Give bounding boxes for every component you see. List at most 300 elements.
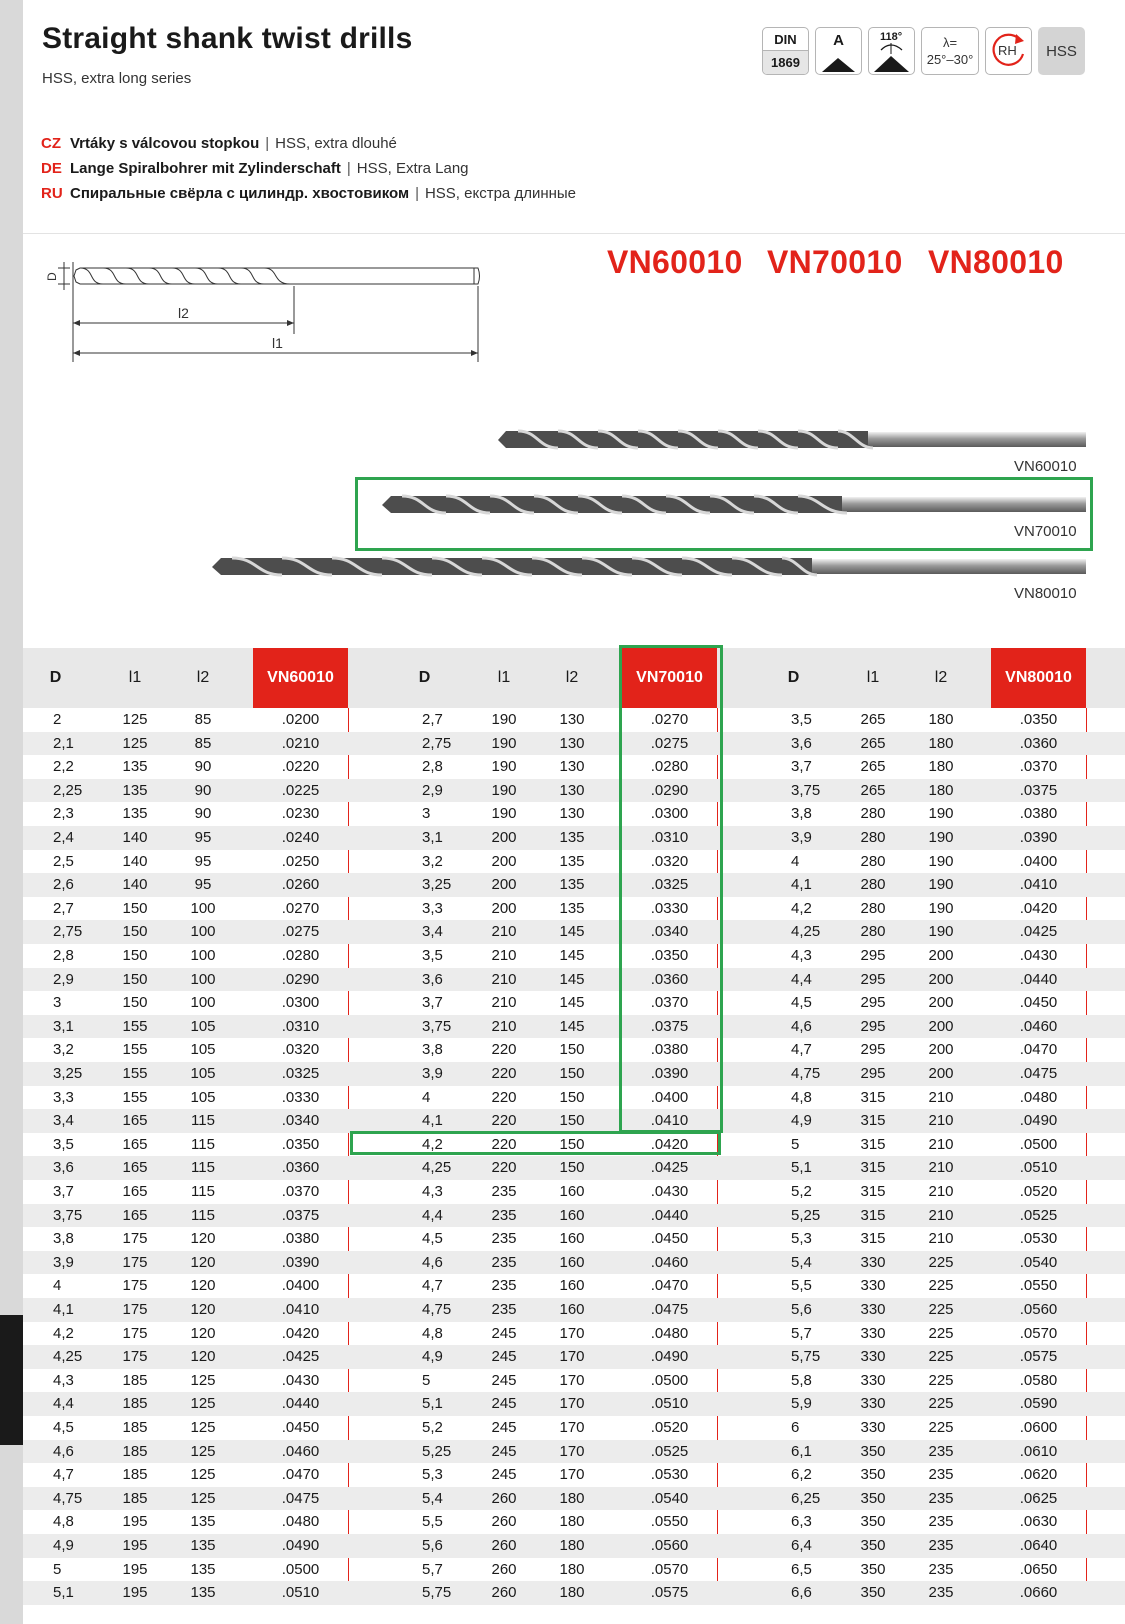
cell-diameter: 6,5 xyxy=(791,1560,812,1578)
cell-l1: 350 xyxy=(860,1584,886,1602)
cell-diameter: 4,1 xyxy=(791,876,812,894)
cell-l1: 210 xyxy=(491,994,517,1012)
cell-diameter: 4,9 xyxy=(53,1537,74,1554)
cell-diameter: 5,4 xyxy=(791,1253,812,1271)
column-header-code: VN60010 xyxy=(253,648,348,708)
translation-ru xyxy=(41,181,576,206)
table-row xyxy=(23,779,1125,803)
cell-diameter: 3,4 xyxy=(422,923,443,941)
cell-l1: 200 xyxy=(491,876,517,894)
cell-diameter: 5,4 xyxy=(422,1489,443,1507)
cell-diameter: 2,5 xyxy=(53,852,74,870)
page-subtitle: HSS, extra long series xyxy=(42,70,192,87)
cell-article-number: .0290 xyxy=(281,970,320,988)
cell-l1: 220 xyxy=(491,1065,517,1082)
type-label: A xyxy=(833,32,844,49)
cell-l1: 245 xyxy=(491,1466,517,1484)
cell-l2: 180 xyxy=(559,1513,585,1531)
lang-separator: | xyxy=(415,185,419,202)
cell-diameter: 4,5 xyxy=(791,994,812,1012)
cell-l1: 350 xyxy=(860,1513,886,1531)
cell-l1: 295 xyxy=(860,994,886,1012)
cell-diameter: 4,6 xyxy=(791,1017,812,1035)
cell-article-number: .0375 xyxy=(1019,781,1058,799)
cell-l2: 130 xyxy=(559,758,585,776)
cell-article-number: .0350 xyxy=(1019,711,1058,728)
cell-l1: 330 xyxy=(860,1419,886,1436)
cell-l2: 160 xyxy=(559,1301,585,1318)
cell-article-number: .0425 xyxy=(1019,923,1058,941)
cell-diameter: 4,75 xyxy=(53,1489,83,1507)
table-row xyxy=(23,920,1125,944)
din-label: DIN xyxy=(774,32,797,47)
cell-article-number: .0370 xyxy=(1019,758,1058,776)
cell-diameter: 5,3 xyxy=(791,1230,812,1248)
table-row xyxy=(23,873,1125,897)
cell-l1: 210 xyxy=(491,923,517,941)
page-section-tab xyxy=(0,1315,23,1445)
cell-diameter: 5,6 xyxy=(791,1301,812,1318)
column-header-code: VN80010 xyxy=(991,648,1086,708)
cell-l1: 195 xyxy=(122,1560,148,1578)
cell-article-number: .0370 xyxy=(281,1183,320,1200)
cell-article-number: .0300 xyxy=(650,805,689,823)
cell-diameter: 4,2 xyxy=(53,1324,74,1342)
cell-l2: 210 xyxy=(928,1230,954,1248)
cell-diameter: 3,9 xyxy=(53,1253,74,1271)
table-row xyxy=(23,897,1125,921)
cell-l2: 125 xyxy=(190,1371,216,1389)
cell-l2: 180 xyxy=(928,734,954,752)
cell-diameter: 5,2 xyxy=(422,1419,443,1436)
cell-l2: 170 xyxy=(559,1371,585,1389)
cell-l1: 150 xyxy=(122,970,148,988)
cell-article-number: .0320 xyxy=(281,1041,320,1059)
cell-l2: 100 xyxy=(190,994,216,1012)
cell-article-number: .0580 xyxy=(1019,1371,1058,1389)
cell-diameter: 2,9 xyxy=(422,781,443,799)
cell-l1: 220 xyxy=(491,1135,517,1153)
cell-diameter: 3,7 xyxy=(53,1183,74,1200)
cell-l1: 200 xyxy=(491,829,517,846)
cell-l2: 150 xyxy=(559,1041,585,1059)
cell-diameter: 6,4 xyxy=(791,1537,812,1554)
cell-l2: 180 xyxy=(559,1537,585,1554)
cell-l1: 295 xyxy=(860,947,886,964)
cell-diameter: 4,8 xyxy=(791,1088,812,1106)
cell-l1: 190 xyxy=(491,805,517,823)
cell-l1: 350 xyxy=(860,1537,886,1554)
cell-diameter: 5,7 xyxy=(422,1560,443,1578)
cell-diameter: 5,75 xyxy=(791,1348,821,1366)
highlight-column-vn70010 xyxy=(619,645,723,1133)
table-row xyxy=(23,755,1125,779)
cell-l1: 150 xyxy=(122,994,148,1012)
cell-article-number: .0420 xyxy=(1019,899,1058,917)
cell-l2: 225 xyxy=(928,1277,954,1295)
cell-article-number: .0290 xyxy=(650,781,689,799)
cell-diameter: 4,3 xyxy=(422,1183,443,1200)
cell-l2: 225 xyxy=(928,1419,954,1436)
cell-article-number: .0425 xyxy=(281,1348,320,1366)
cell-diameter: 2,4 xyxy=(53,829,74,846)
cell-article-number: .0400 xyxy=(281,1277,320,1295)
cell-diameter: 5,1 xyxy=(791,1159,812,1177)
table-row xyxy=(23,1534,1125,1558)
cell-l2: 115 xyxy=(191,1112,215,1130)
column-header-l1: l1 xyxy=(497,669,511,686)
cell-l2: 100 xyxy=(190,899,216,917)
cell-l2: 225 xyxy=(928,1301,954,1318)
cell-l1: 265 xyxy=(860,711,886,728)
cell-diameter: 4,6 xyxy=(422,1253,443,1271)
cell-l2: 160 xyxy=(559,1277,585,1295)
lang-name: Lange Spiralbohrer mit Zylinderschaft xyxy=(70,160,341,177)
table-row xyxy=(23,1274,1125,1298)
table-row xyxy=(23,1440,1125,1464)
cell-article-number: .0525 xyxy=(1019,1206,1058,1224)
table-row xyxy=(23,1109,1125,1133)
cell-l1: 295 xyxy=(860,1017,886,1035)
cell-l2: 125 xyxy=(190,1395,216,1413)
cell-l1: 295 xyxy=(860,1065,886,1082)
cell-diameter: 2,7 xyxy=(422,711,443,728)
cell-article-number: .0300 xyxy=(281,994,320,1012)
cell-diameter: 3,6 xyxy=(422,970,443,988)
cell-diameter: 3,6 xyxy=(791,734,812,752)
cell-l2: 120 xyxy=(190,1277,216,1295)
cell-diameter: 5 xyxy=(791,1135,800,1153)
cell-article-number: .0610 xyxy=(1019,1442,1058,1460)
cell-l1: 165 xyxy=(122,1206,148,1224)
cell-l2: 160 xyxy=(559,1183,585,1200)
cell-l2: 135 xyxy=(559,852,585,870)
cell-article-number: .0360 xyxy=(650,970,689,988)
helix-angle-badge xyxy=(921,27,979,75)
cell-l2: 150 xyxy=(559,1088,585,1106)
cell-l2: 135 xyxy=(559,829,585,846)
cell-diameter: 5,5 xyxy=(791,1277,812,1295)
cell-l1: 175 xyxy=(122,1324,148,1342)
cell-article-number: .0460 xyxy=(650,1253,689,1271)
cell-l1: 220 xyxy=(491,1159,517,1177)
cell-diameter: 3,25 xyxy=(422,876,452,894)
cell-article-number: .0380 xyxy=(281,1230,320,1248)
cell-l2: 225 xyxy=(928,1395,954,1413)
cell-article-number: .0450 xyxy=(1019,994,1058,1012)
cell-article-number: .0370 xyxy=(650,994,689,1012)
cell-l2: 235 xyxy=(928,1537,954,1554)
cell-article-number: .0410 xyxy=(650,1112,689,1130)
cell-diameter: 3,7 xyxy=(791,758,812,776)
cell-l1: 185 xyxy=(122,1466,148,1484)
cell-l2: 200 xyxy=(928,1065,954,1082)
cell-diameter: 3 xyxy=(422,805,431,823)
cell-article-number: .0410 xyxy=(281,1301,320,1318)
table-row xyxy=(23,1463,1125,1487)
cell-diameter: 6,25 xyxy=(791,1489,821,1507)
cell-l2: 90 xyxy=(194,781,212,799)
cell-l1: 235 xyxy=(491,1253,517,1271)
lang-separator: | xyxy=(265,135,270,152)
cell-l1: 155 xyxy=(122,1065,148,1082)
cell-l2: 105 xyxy=(190,1088,216,1106)
cell-l2: 85 xyxy=(194,711,212,728)
cell-diameter: 4,2 xyxy=(422,1135,443,1153)
cell-diameter: 2,8 xyxy=(53,947,74,964)
cell-article-number: .0390 xyxy=(650,1065,689,1082)
cell-article-number: .0570 xyxy=(1019,1324,1058,1342)
cell-l1: 220 xyxy=(491,1112,517,1130)
cell-article-number: .0340 xyxy=(281,1112,320,1130)
column-header-code: VN70010 xyxy=(622,648,717,708)
cell-l2: 170 xyxy=(559,1324,585,1342)
cell-l2: 170 xyxy=(559,1348,585,1366)
cell-diameter: 5,3 xyxy=(422,1466,443,1484)
cell-l1: 200 xyxy=(491,899,517,917)
cell-l2: 145 xyxy=(559,947,585,964)
cell-diameter: 5,25 xyxy=(422,1442,452,1460)
cell-l1: 315 xyxy=(860,1112,886,1130)
cell-article-number: .0275 xyxy=(650,734,689,752)
cell-l2: 180 xyxy=(928,781,954,799)
cell-l1: 235 xyxy=(491,1230,517,1248)
cell-l2: 115 xyxy=(191,1206,215,1224)
cell-article-number: .0220 xyxy=(281,758,320,776)
cell-l2: 190 xyxy=(928,805,954,823)
cell-article-number: .0475 xyxy=(281,1489,320,1507)
table-row xyxy=(23,968,1125,992)
cell-article-number: .0270 xyxy=(281,899,320,917)
column-header-l2: l2 xyxy=(934,669,948,686)
table-row xyxy=(23,1227,1125,1251)
cell-l1: 330 xyxy=(860,1253,886,1271)
cell-diameter: 3,1 xyxy=(422,829,443,846)
cell-l1: 330 xyxy=(860,1395,886,1413)
cell-article-number: .0440 xyxy=(650,1206,689,1224)
header-divider xyxy=(23,233,1125,234)
cell-diameter: 4,7 xyxy=(422,1277,443,1295)
cell-l2: 130 xyxy=(559,805,585,823)
cell-l1: 245 xyxy=(491,1348,517,1366)
cell-l2: 210 xyxy=(928,1112,954,1130)
cell-l1: 245 xyxy=(491,1371,517,1389)
cell-article-number: .0200 xyxy=(281,711,320,728)
cell-article-number: .0410 xyxy=(1019,876,1058,894)
cell-l1: 330 xyxy=(860,1301,886,1318)
cell-l1: 175 xyxy=(122,1348,148,1366)
cell-diameter: 2,8 xyxy=(422,758,443,776)
cell-diameter: 5,25 xyxy=(791,1206,821,1224)
cell-diameter: 3,6 xyxy=(53,1159,74,1177)
cell-l1: 260 xyxy=(491,1513,517,1531)
cell-l2: 235 xyxy=(928,1513,954,1531)
cell-l1: 235 xyxy=(491,1277,517,1295)
cell-diameter: 5 xyxy=(422,1371,431,1389)
helix-value: 25°–30° xyxy=(926,52,974,67)
cell-l2: 160 xyxy=(559,1230,585,1248)
translations xyxy=(41,131,576,206)
cell-diameter: 6,6 xyxy=(791,1584,812,1602)
table-row xyxy=(23,1180,1125,1204)
cell-article-number: .0425 xyxy=(650,1159,689,1177)
cell-l1: 165 xyxy=(122,1135,148,1153)
cell-l1: 150 xyxy=(122,947,148,964)
cell-l1: 135 xyxy=(122,805,148,823)
cell-article-number: .0520 xyxy=(1019,1183,1058,1200)
cell-l1: 190 xyxy=(491,781,517,799)
cell-diameter: 2,75 xyxy=(422,734,452,752)
cell-l1: 330 xyxy=(860,1324,886,1342)
cell-l2: 170 xyxy=(559,1442,585,1460)
highlight-row-4-2 xyxy=(350,1131,721,1155)
cell-l2: 235 xyxy=(928,1442,954,1460)
cell-l2: 210 xyxy=(928,1159,954,1177)
cell-diameter: 3,1 xyxy=(53,1017,74,1035)
cell-l1: 260 xyxy=(491,1560,517,1578)
table-header xyxy=(23,648,1125,708)
cell-l2: 225 xyxy=(928,1253,954,1271)
cell-diameter: 4,25 xyxy=(791,923,821,941)
cell-l1: 210 xyxy=(491,947,517,964)
cell-l1: 260 xyxy=(491,1537,517,1554)
cell-l2: 190 xyxy=(928,852,954,870)
cell-article-number: .0330 xyxy=(281,1088,320,1106)
cell-l2: 120 xyxy=(190,1324,216,1342)
cell-l2: 235 xyxy=(928,1466,954,1484)
table-row xyxy=(23,826,1125,850)
table-row xyxy=(23,1086,1125,1110)
cell-l1: 280 xyxy=(860,923,886,941)
table-row xyxy=(23,1487,1125,1511)
cell-diameter: 6,1 xyxy=(791,1442,812,1460)
cell-l2: 150 xyxy=(559,1112,585,1130)
column-header-d: D xyxy=(49,669,62,686)
cell-l2: 120 xyxy=(190,1301,216,1318)
cell-diameter: 5,7 xyxy=(791,1324,812,1342)
cell-l1: 265 xyxy=(860,734,886,752)
cell-l1: 330 xyxy=(860,1371,886,1389)
table-row xyxy=(23,991,1125,1015)
cell-article-number: .0480 xyxy=(650,1324,689,1342)
cell-l2: 95 xyxy=(194,876,212,894)
cell-diameter: 4,9 xyxy=(422,1348,443,1366)
cell-l2: 170 xyxy=(559,1466,585,1484)
cell-l1: 190 xyxy=(491,758,517,776)
cell-diameter: 5,2 xyxy=(791,1183,812,1200)
cell-diameter: 5,1 xyxy=(422,1395,443,1413)
cell-article-number: .0275 xyxy=(281,923,320,941)
cell-l2: 210 xyxy=(928,1135,954,1153)
cell-diameter: 3,7 xyxy=(422,994,443,1012)
l1-dimension-label: l1 xyxy=(272,335,283,351)
cell-l1: 210 xyxy=(491,1017,517,1035)
cell-l2: 130 xyxy=(559,781,585,799)
cell-diameter: 2,75 xyxy=(53,923,83,941)
cell-diameter: 3,3 xyxy=(422,899,443,917)
cell-l2: 100 xyxy=(190,947,216,964)
cell-l2: 225 xyxy=(928,1348,954,1366)
cell-diameter: 2,1 xyxy=(53,734,74,752)
cell-diameter: 4,9 xyxy=(791,1112,812,1130)
cell-diameter: 5,75 xyxy=(422,1584,452,1602)
cell-diameter: 3,2 xyxy=(422,852,443,870)
column-header-d: D xyxy=(418,669,431,686)
cell-article-number: .0540 xyxy=(1019,1253,1058,1271)
cell-diameter: 4,6 xyxy=(53,1442,74,1460)
cell-article-number: .0350 xyxy=(650,947,689,964)
drill-label-vn70010: VN70010 xyxy=(1014,523,1077,540)
cell-article-number: .0625 xyxy=(1019,1489,1058,1507)
cell-l1: 210 xyxy=(491,970,517,988)
cell-l1: 185 xyxy=(122,1489,148,1507)
type-badge xyxy=(815,27,862,75)
spec-badges xyxy=(762,27,1085,75)
cell-l2: 235 xyxy=(928,1489,954,1507)
cell-l2: 180 xyxy=(559,1489,585,1507)
cell-article-number: .0510 xyxy=(281,1584,320,1602)
cell-article-number: .0240 xyxy=(281,829,320,846)
cell-article-number: .0525 xyxy=(650,1442,689,1460)
cell-l2: 115 xyxy=(191,1183,215,1200)
table-row xyxy=(23,1062,1125,1086)
lang-code: RU xyxy=(41,185,63,202)
cell-l1: 330 xyxy=(860,1348,886,1366)
lang-code: DE xyxy=(41,160,62,177)
cell-diameter: 5,6 xyxy=(422,1537,443,1554)
cell-diameter: 2,25 xyxy=(53,781,83,799)
table-row xyxy=(23,1510,1125,1534)
point-shape-icon xyxy=(816,28,861,74)
cell-l2: 150 xyxy=(559,1135,585,1153)
cell-diameter: 6,2 xyxy=(791,1466,812,1484)
table-row xyxy=(23,1298,1125,1322)
cell-l1: 315 xyxy=(860,1088,886,1106)
cell-l2: 100 xyxy=(190,923,216,941)
cell-article-number: .0620 xyxy=(1019,1466,1058,1484)
cell-l2: 180 xyxy=(928,711,954,728)
cell-article-number: .0380 xyxy=(650,1041,689,1059)
cell-l1: 315 xyxy=(860,1206,886,1224)
lang-name: Спиральные свёрла с цилиндр. хвостовиком xyxy=(70,185,410,202)
cell-l2: 85 xyxy=(194,734,212,752)
cell-diameter: 4,3 xyxy=(791,947,812,964)
product-code-vn60010: VN60010 xyxy=(607,244,743,280)
cell-diameter: 4,75 xyxy=(791,1065,821,1082)
cell-l2: 200 xyxy=(928,994,954,1012)
cell-diameter: 4 xyxy=(53,1277,62,1295)
cell-diameter: 4,5 xyxy=(422,1230,443,1248)
cell-l2: 135 xyxy=(190,1584,216,1602)
table-row xyxy=(23,1345,1125,1369)
cell-l1: 165 xyxy=(122,1183,148,1200)
translation-cz xyxy=(41,131,576,156)
cell-l2: 225 xyxy=(928,1324,954,1342)
cell-l1: 200 xyxy=(491,852,517,870)
cell-article-number: .0310 xyxy=(281,1017,320,1035)
product-code-vn80010: VN80010 xyxy=(928,244,1064,280)
cell-l2: 90 xyxy=(194,805,212,823)
cell-article-number: .0450 xyxy=(281,1419,320,1436)
cell-l2: 170 xyxy=(559,1395,585,1413)
cell-diameter: 3,5 xyxy=(422,947,443,964)
cell-diameter: 3,25 xyxy=(53,1065,83,1082)
cell-diameter: 3,5 xyxy=(53,1135,74,1153)
cell-article-number: .0540 xyxy=(650,1489,689,1507)
cell-article-number: .0390 xyxy=(281,1253,320,1271)
cell-l2: 125 xyxy=(190,1489,216,1507)
cell-l1: 315 xyxy=(860,1230,886,1248)
